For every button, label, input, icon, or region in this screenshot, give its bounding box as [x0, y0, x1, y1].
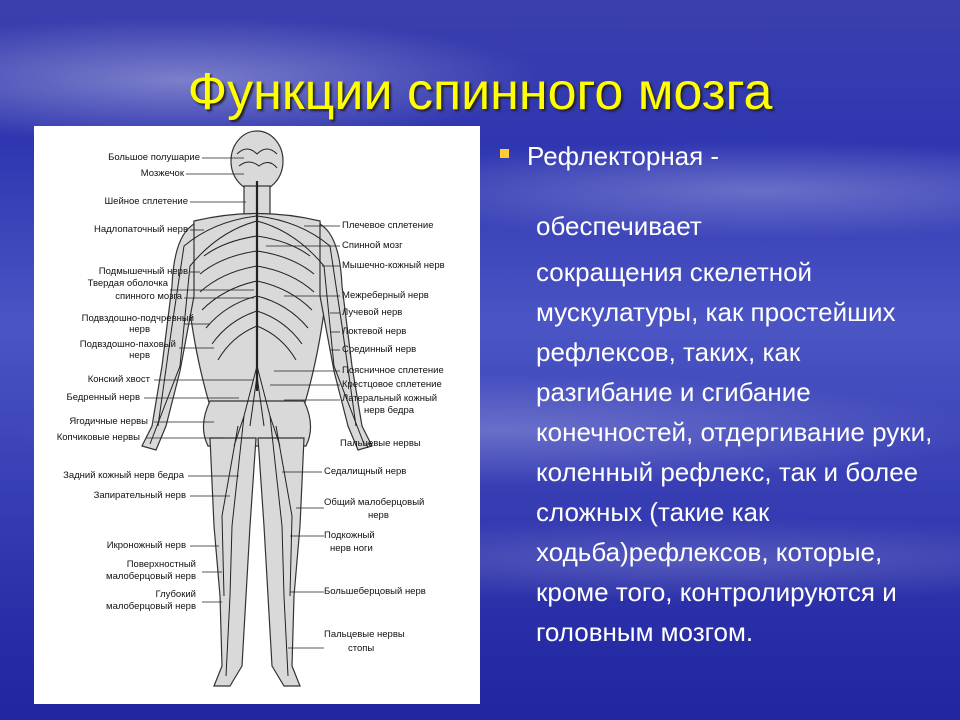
- label-podvzdoshno-podchrevny: Подвздошно-подчревный: [81, 313, 194, 324]
- label-lateralny-kozhny: Латеральный кожный: [342, 393, 438, 404]
- label-luchevoy-nerv: Лучевой нерв: [342, 307, 403, 318]
- label-podmyshechny-nerv: Подмышечный нерв: [98, 266, 188, 277]
- label-myshechno-kozhny-nerv: Мышечно-кожный нерв: [342, 260, 445, 271]
- label-nerv-3: нерв: [368, 510, 389, 521]
- label-podkozhny: Подкожный: [324, 530, 375, 541]
- label-zapiratelny-nerv: Запирательный нерв: [93, 490, 186, 501]
- label-bedrenny-nerv: Бедренный нерв: [66, 392, 140, 403]
- label-spinnogo-mozga: спинного мозга: [115, 291, 182, 302]
- label-konsky-khvost: Конский хвост: [87, 374, 150, 385]
- label-obshchy-malobertsovy: Общий малоберцовый: [324, 497, 425, 508]
- body-line-1: обеспечивает: [536, 211, 702, 241]
- label-bolshoe-polusharie: Большое полушарие: [108, 152, 200, 163]
- label-krestsovoe-spletenie: Крестцовое сплетение: [342, 379, 442, 390]
- label-mozzhechok: Мозжечок: [140, 168, 184, 179]
- label-malobertsovy-nerv-2: малоберцовый нерв: [106, 601, 196, 612]
- label-bolshebertsovy-nerv: Большеберцовый нерв: [324, 586, 426, 597]
- body-paragraph: сокращения скелетной мускулатуры, как простейших рефлексов, таких, как разгибание и сгибание конечностей, отдергивание руки, коленный рефлекс, так и более сложных (такие как ходьба)рефлексов, которые, кроме того, контролируются и головным мозгом.: [536, 257, 933, 647]
- bullet-item: [500, 136, 940, 176]
- label-paltsevye-nervy-stopy: Пальцевые нервы: [324, 629, 405, 640]
- label-poyasnichnoe-spletenie: Поясничное сплетение: [342, 365, 444, 376]
- bullet-square-icon: [500, 149, 509, 158]
- label-loktevoy-nerv: Локтевой нерв: [342, 326, 407, 337]
- slide-body: [500, 136, 940, 652]
- label-nerv-1: нерв: [129, 324, 150, 335]
- label-nerv-nogi: нерв ноги: [330, 543, 373, 554]
- label-mezhreberny-nerv: Межреберный нерв: [342, 290, 429, 301]
- label-sheynoe-spletenie: Шейное сплетение: [104, 196, 188, 207]
- bullet-heading: Рефлекторная -: [527, 141, 720, 171]
- label-sedalishchny-nerv: Седалищный нерв: [324, 466, 407, 477]
- label-stopy: стопы: [348, 643, 375, 654]
- label-podvzdoshno-pakhovy: Подвздошно-паховый: [79, 339, 176, 350]
- label-nerv-2: нерв: [129, 350, 150, 361]
- label-ikronozhny-nerv: Икроножный нерв: [106, 540, 186, 551]
- label-tverdaya-obolochka: Твердая оболочка: [87, 278, 168, 289]
- label-plechevoe-spletenie: Плечевое сплетение: [342, 220, 434, 231]
- label-zadny-kozhny-nerv-bedra: Задний кожный нерв бедра: [63, 470, 184, 481]
- label-paltsevye-nervy: Пальцевые нервы: [340, 438, 421, 449]
- label-kopchikovye-nervy: Копчиковые нервы: [56, 432, 140, 443]
- slide-title: Функции спинного мозга: [187, 63, 773, 121]
- nervous-system-figure: [34, 126, 480, 704]
- label-glubokiy: Глубокий: [155, 589, 196, 600]
- label-sredinny-nerv: Срединный нерв: [342, 344, 417, 355]
- label-spinnoy-mozg: Спинной мозг: [342, 240, 403, 251]
- label-nerv-bedra: нерв бедра: [364, 405, 415, 416]
- label-poverkhnostny: Поверхностный: [126, 559, 196, 570]
- label-nadlopatochny-nerv: Надлопаточный нерв: [94, 224, 188, 235]
- label-yagodichnye-nervy: Ягодичные нервы: [69, 416, 148, 427]
- label-malobertsovy-nerv-1: малоберцовый нерв: [106, 571, 196, 582]
